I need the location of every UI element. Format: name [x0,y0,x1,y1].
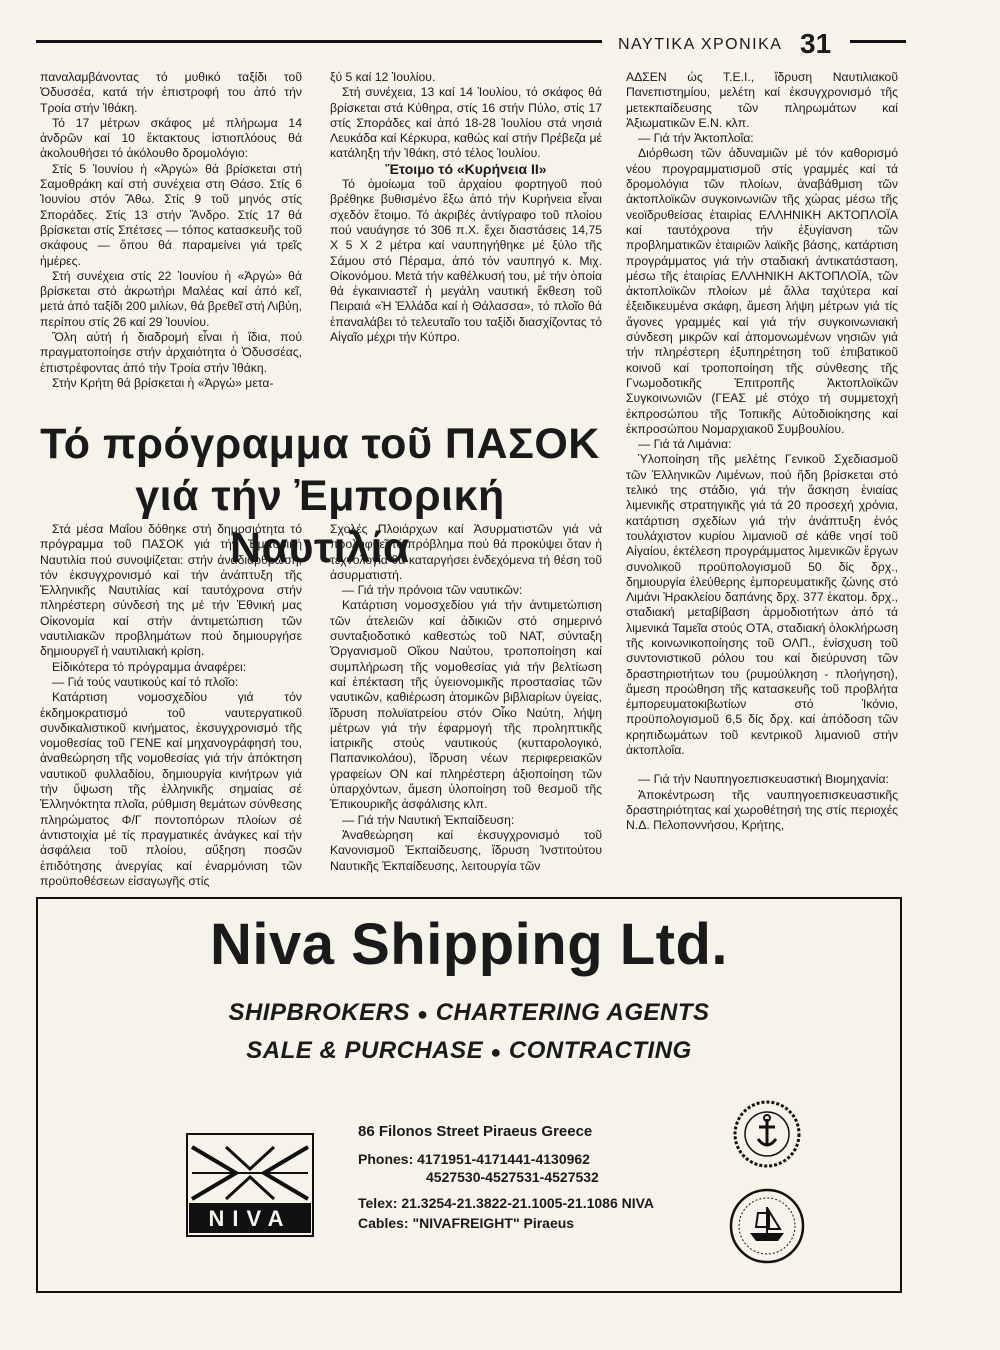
header-rule-left [36,40,602,43]
section-label: — Γιά τούς ναυτικούς καί τό πλοῖο: [52,674,239,689]
paragraph: Στή συνέχεια, 13 καί 14 Ἰουλίου, τό σκάφος θά βρίσκεται στά Κύθηρα, στίς 16 στήν Πύλο, στίς 17 στίς Σποράδες καί ἀπό 18-28 Ἰουλίου στά νησιά Λευκάδα καί Κέρκυρα, καθώς καί στήν Πρέβεζα μέ κατάληξη τήν Ἰθάκη, στό τέλος Ἰουλίου. [330,85,602,161]
paragraph: ΑΔΣΕΝ ὡς Τ.Ε.Ι., ἵδρυση Ναυτιλιακοῦ Πανεπιστημίου, μελέτη καί ἐκσυγχρονισμό τῆς μετεκπαίδευσης τῶν πληρωμάτων καί Ἀξιωματικῶν Ε.Ν. κλπ. [626,70,898,130]
column-1-top [40,70,302,391]
cables-label: Cables: [358,1215,409,1231]
headline-line-1: Τό πρόγραμμα τοῦ ΠΑΣΟΚ [40,420,600,468]
ad-services-line-2 [38,1037,900,1065]
column-2-top [330,70,602,345]
ad-service: CHARTERING AGENTS [435,999,710,1026]
phones-values-1: 4171951-4171441-4130962 [417,1151,590,1167]
page-number: 31 [800,28,832,59]
paragraph: Ἀποκέντρωση τῆς ναυπηγοεπισκευαστικῆς δραστηριότητας καί χωροθέτησή της στίς περιοχές Ν.Δ. Πελοποννήσου, Κρήτης, [626,787,898,833]
niva-logo-icon [186,1133,314,1237]
bullet: ● [417,1004,429,1024]
paragraph: Τό ὁμοίωμα τοῦ ἀρχαίου φορτηγοῦ πού βρέθηκε βυθισμένο ἔξω ἀπό τήν Κυρήνεια εἶναι σχεδόν ἕτοιμο. Τό ἀκριβές ἀντίγραφο τοῦ πλοίου πού ναυάγησε τό 306 π.Χ. ἔχει διαστάσεις 14,75 Χ 5 Χ 2 μέτρα καί ναυπηγήθηκε μέ ξύλο τῆς Σάμου στό Πέραμα, ἀπό τόν ναυπηγό κ. Μιχ. Οἰκονόμου. Μετά τήν καθέλκυσή του, μέ τήν ὁποία θά ἐγκαινιαστεῖ ἡ μεγάλη ναυτική ἔκθεση τοῦ Πειραιά «Ἡ Ἑλλάδα καί ἡ Θάλασσα», τό πλοῖο θά ἐπαναλάβει τό τελευταῖο του ταξίδι διασχίζοντας τό Αἰγαῖο μέχρι τήν Κύπρο. [330,177,602,345]
shipbrokers-seal-icon [732,1099,802,1169]
column-1-bottom [40,522,302,889]
section-title: ΝΑΥΤΙΚΑ ΧΡΟΝΙΚΑ [618,36,783,53]
column-2-bottom [330,522,602,874]
paragraph: Στήν Κρήτη θά βρίσκεται ἡ «Ἀργώ» μετα- [52,375,274,390]
paragraph: παναλαμβάνοντας τό μυθικό ταξίδι τοῦ Ὀδυσσέα, κατά τήν ἐπιστροφή του ἀπό τήν Τροία στήν Ἰθάκη. [40,70,302,115]
paragraph: Ὅλη αὐτή ἡ διαδρομή εἶναι ἡ ἴδια, πού πραγματοποίησε στήν ἀρχαιότητα ὁ Ὀδυσσέας, ἐπιστρέφοντας ἀπό τήν Τροία στήν Ἰθάκη. [40,330,302,375]
logo-text: NIVA [208,1206,292,1231]
paragraph: Στά μέσα Μαΐου δόθηκε στή δημοσιότητα τό πρόγραμμα τοῦ ΠΑΣΟΚ γιά τήν Ἐμπορική Ναυτιλία πού συνοψίζεται: στήν ἀναδιάρθρωση, τόν ἐκσυγχρονισμό καί τήν ἀνάπτυξη τῆς Ἑλληνικῆς Ναυτιλίας καί ταυτόχρονα στήν πληρέστερη σύνδεσή της μέ τήν Ἐθνική μας Οἰκονομία καί στήν ἀντιμετώπιση τῶν ναυτιλιακῶν προβλημάτων πού δημιουργήσε δημιουργεῖ ἡ ναυτιλιακή κρίση. [40,522,302,659]
phones-values-2: 4527530-4527531-4527532 [426,1169,599,1185]
paragraph: ξύ 5 καί 12 Ἰουλίου. [330,70,436,84]
paragraph: Κατάρτιση νομοσχεδίου γιά τόν ἐκδημοκρατισμό τοῦ ναυτεργατικοῦ συνδικαλιστικοῦ κινήματος, ἐκσυγχρονισμό τῆς νομοθεσίας τοῦ ΓΕΝΕ καί μηχανογράφησή του, ἀναθεώρηση τῆς νομοθεσίας γιά τήν ἀπόκτηση ναυτικοῦ φυλλαδίου, δημιουργία κινήτρων γιά τήν ὕψωση τῆς ἑλληνικῆς σημαίας σέ Ἑλληνόκτητα πλοῖα, ρύθμιση θεμάτων σύνθεσης πληρώματος Φ/Γ ποντοπόρων πλοίων σέ ἀντιστοιχία μέ τίς πραγματικές ἀνάγκες καί τήν ἀσφάλεια τοῦ πλοίου, αὔξηση ποσῶν ἐπιδότησης ἀνεργίας καί ἐναρμόνιση τῶν προϋποθέσεων εἰσαγωγῆς στίς [40,690,302,888]
ship-emblem-icon [728,1187,806,1265]
ad-service: SALE & PURCHASE [246,1037,484,1064]
section-label: — Γιά τήν πρόνοια τῶν ναυτικῶν: [342,583,523,598]
bullet: ● [490,1042,502,1062]
section-label: — Γιά τήν Ναυπηγοεπισκευαστική Βιομηχανία: [638,772,889,787]
paragraph: Στή συνέχεια στίς 22 Ἰουνίου ἡ «Ἀργώ» θά βρίσκεται στό ἀκρωτήρι Μαλέας καί ἀπό κεῖ, μετά ἀπό ταξίδι 200 μιλίων, θά βρεθεῖ στή Λιβύη, περίπου στίς 26 καί 29 Ἰουνίου. [40,268,302,329]
advertisement [36,897,902,1293]
section-label: — Γιά τήν Ἀκτοπλοΐα: [638,131,754,146]
cables-value: "NIVAFREIGHT" Piraeus [412,1215,575,1231]
ad-company-name: Niva Shipping Ltd. [209,912,729,977]
ad-service: CONTRACTING [508,1037,692,1064]
ad-cables [358,1215,574,1231]
paragraph: Κατάρτιση νομοσχεδίου γιά τήν ἀντιμετώπιση τῶν ἀτελειῶν καί ἀδικιῶν στό σημερινό συνταξιοδοτικό καθεστώς τοῦ ΝΑΤ, σύνταξη Ὀργανισμοῦ Οἴκου Ναύτου, τροποποίηση καί συμπλήρωση τῆς νομοθεσίας γιά τήν βελτίωση καί ἐπέκταση τῆς ὑγειονομικῆς προστασίας τῶν ναυτικῶν, καθιέρωση ἀτομικῶν βιβλιαρίων ὑγείας, ἵδρυση πολυϊατρείου στόν Οἶκο Ναύτη, λήψη μέτρων γιά τήν ἐφαρμογή τῆς προληπτικῆς ἰατρικῆς στούς ναυτικούς (κυτταρολογικό, Παπανικολάου), ἵδρυση νέων περιφερειακῶν γραφείων ΟΝ καί πληρέστερη ἀξιοποίηση τῶν ὑπαρχόντων, ἄμεση ὑλοποίηση τοῦ θεσμοῦ τῆς Ἐπικουρικῆς ἀσφάλισης κλπ. [330,598,602,812]
paragraph: Διόρθωση τῶν ἀδυναμιῶν μέ τόν καθορισμό νέου προγραμματισμοῦ στίς γραμμές καί τά δρομολόγια τῶν πλοίων, ἀναβάθμιση τῶν ἀκτοπλοϊκῶν συγκοινωνιῶν τῆς χώρας μέσω τῆς νεοϊδρυθείσας ἑταιρίας ΕΛΛΗΝΙΚΗ ΑΚΤΟΠΛΟΪΑ καί ταυτόχρονα τήν ἐξυγίανση τῶν προβληματικῶν ἑταιριῶν λαϊκῆς βάσης, κατάρτιση προγράμματος γιά τήν σταδιακή ἀντικατάσταση, μέσω τῆς ἑταιρίας ΕΛΛΗΝΙΚΗ ΑΚΤΟΠΛΟΪΑ, τῶν ἀκτοπλοϊκῶν πλοίων μέ ἄλλα ταχύτερα καί ἐξειδικευμένα σκάφη, ἄμεση λήψη μέτρων γιά τίς ἄγονες γραμμές καί γιά τήν συγκοινωνιακή σύνδεση μικρῶν καί ἀπομονωμένων νησιῶν γιά τήν πληρέστερη ἐξυπηρέτηση τοῦ ἐπιβατικοῦ κοινοῦ καί τροποποίηση τῆς σύνθεσης τῆς Γνωμοδοτικῆς Ἐπιτροπῆς Ἀκτοπλοϊκῶν Συγκοινωνιῶν (ΓΕΑΣ μέ στόχο τή συμμετοχή ἐκπροσώπου τῆς Τοπικῆς Αὐτοδιοίκησης καί ἐκπροσώπου Νομαρχιακοῦ Συμβουλίου. [626,146,898,436]
paragraph: Εἰδικότερα τό πρόγραμμα ἀναφέρει: [52,659,247,674]
section-label: — Γιά τήν Ναυτική Ἐκπαίδευση: [342,812,515,827]
ad-telex [358,1195,654,1211]
column-3 [626,70,898,834]
telex-values: 21.3254-21.3822-21.1005-21.1086 NIVA [401,1195,655,1211]
ad-service: SHIPBROKERS [228,999,410,1026]
telex-label: Telex: [358,1195,398,1211]
paragraph: Σχολές Πλοιάρχων καί Ἀσυρματιστῶν γιά νά προληφθεῖ τό πρόβλημα πού θά προκύψει ὅταν ἡ τεχνολογία θά καταργήσει ἐνδεχόμενα τή θέση τοῦ ἀσυρματιστή. [330,522,602,582]
paragraph: Ἀναθεώρηση καί ἐκσυγχρονισμό τοῦ Κανονισμοῦ Ἐκπαίδευσης, ἵδρυση Ἰνστιτούτου Ναυτικῆς Ἐκπαίδευσης, λειτουργία τῶν [330,827,602,873]
header-rule-right [850,40,906,43]
subheading: Ἕτοιμο τό «Κυρήνεια ΙΙ» [385,160,547,177]
ad-address: 86 Filonos Street Piraeus Greece [358,1123,593,1140]
section-label: — Γιά τά Λιμάνια: [638,437,732,452]
paragraph: Ὑλοποίηση τῆς μελέτης Γενικοῦ Σχεδιασμοῦ τῶν Ἑλληνικῶν Λιμένων, πού ἤδη βρίσκεται στό τελικό της στάδιο, γιά τήν ἄσκηση ἑνιαίας λιμενικῆς στρατηγικῆς γιά τά 20 προσεχή χρόνια, κατάρτιση σχεδίων γιά τήν ἀνάπτυξη ἑνός τουλάχιστον κυρίου λιμανιοῦ σέ κάθε νησί τοῦ Αἰγαίου, ἐκτέλεση προγράμματος λιμενικῶν ἔργων συνολικοῦ προϋπολογισμοῦ 50 δίς δρχ., δημιουργία ἐλεύθερης ἐμπορευματικῆς ζώνης στό Λιμάνι Ἡρακλείου δαπάνης δρχ. 377 ἑκατομ. δρχ., σταδιακή μεταβίβαση ἁρμοδιοτήτων ἀπό τά λιμενικά Ταμεῖα στούς ΟΤΑ, σταδιακή ὁλοκλήρωση τῆς κοινωνικοποίησης τοῦ ΟΛΠ., ἐνίσχυση τοῦ συντονιστικοῦ ρόλου του καί διεύρυνση τῶν δραστηριοτήτων του (ρυμούλκηση - πλοήγηση), ἄμεση προώθηση τῆς κατασκευῆς τοῦ προβλήτα ἐμπορευματοκιβωτίων στό Ἰκόνιο, προϋπολογισμοῦ 6,5 δίς δρχ. καί ἀπόδοση τῶν κρηπιδωμάτων τοῦ κεντρικοῦ λιμανιοῦ στήν ἀκτοπλοΐα. [626,452,898,758]
ad-phones [358,1151,590,1167]
ad-services-line-1 [38,999,900,1027]
paragraph: Τό 17 μέτρων σκάφος μέ πλήρωμα 14 ἀνδρῶν καί 10 ἔκτακτους ἱστιοπλόους θά ἀκολουθήσει τό ἀκόλουθο δρομολόγιο: [40,115,302,161]
paragraph: Στίς 5 Ἰουνίου ἡ «Ἀργώ» θά βρίσκεται στή Σαμοθράκη καί στή συνέχεια στη Θάσο. Στίς 6 Ἰουνίου στόν Ἄθω. Στίς 9 τοῦ μηνός στίς Σποράδες. Στίς 13 στήν Ἄνδρο. Στίς 17 θά βρίσκεται στίς Σπέτσες — τόπος κατασκευῆς τοῦ σκάφους — ὅπου θά παραμείνει γιά τρεῖς ἡμέρες. [40,161,302,268]
phones-label: Phones: [358,1151,414,1167]
headline-line-2: γιά τήν Ἐμπορική Ναυτιλία [135,472,505,572]
